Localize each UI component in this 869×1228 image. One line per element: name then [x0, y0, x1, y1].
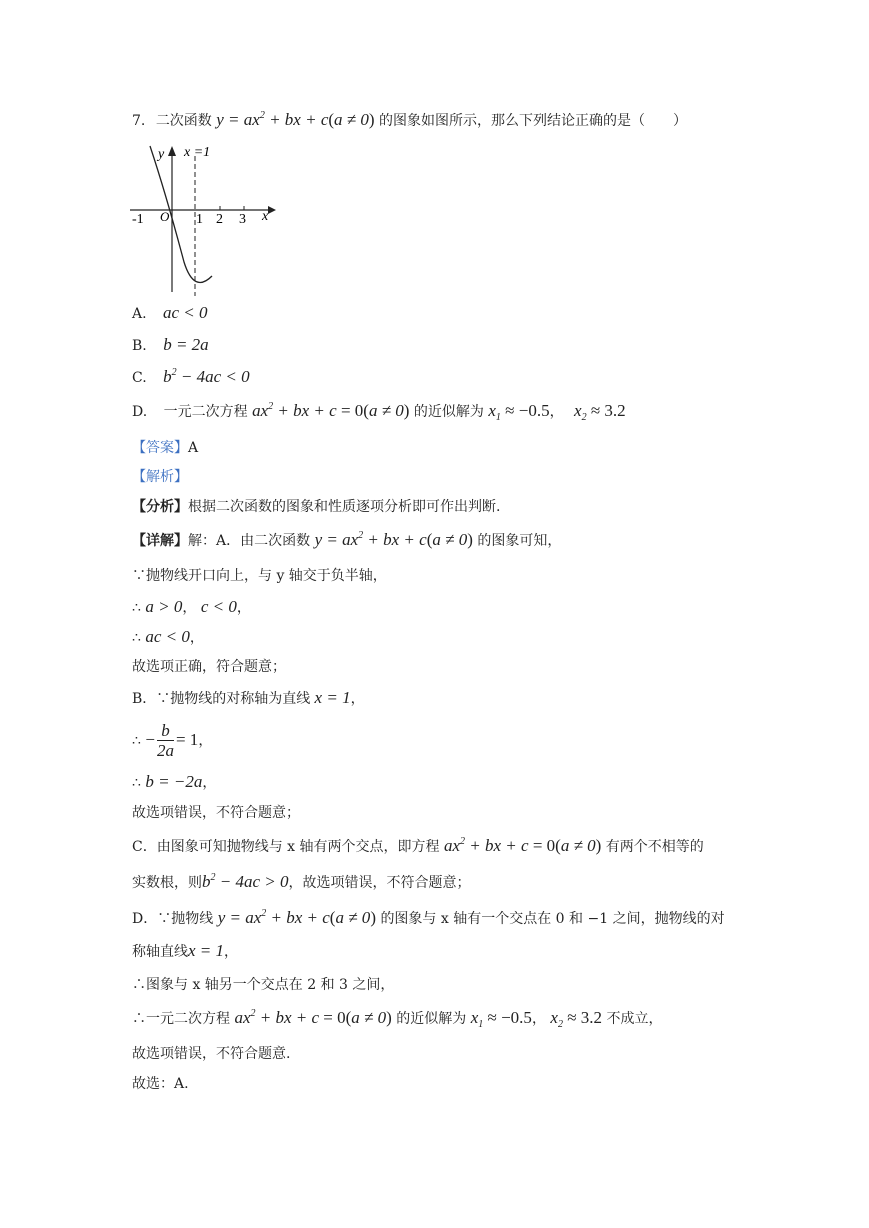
- y-axis-arrow: [168, 146, 176, 156]
- option-a: A. ac < 0: [132, 303, 208, 322]
- parabola-graph: [128, 142, 278, 298]
- answer-value: A: [188, 440, 199, 456]
- detail-line: 【详解】解：A．由二次函数 $y = ax^2$ + bx + c(a ≠ 0) 的图象可知，: [132, 530, 562, 549]
- question-stem: 7. 二次函数 $y = ax^2$ + bx + c(a ≠ 0) 的图象如图所示，那么下列结论正确的是（ ）: [132, 110, 688, 129]
- text-line-3: ∴ ac < 0，: [132, 627, 204, 646]
- text-line-1: ∵抛物线开口向上，与 y 轴交于负半轴，: [132, 568, 387, 584]
- tick-label-1: 1: [196, 212, 203, 227]
- origin-label: O: [160, 209, 170, 224]
- text-line-4: 故选项正确，符合题意；: [132, 659, 286, 675]
- fraction-b-over-2a: $\frac{b}{2a}$: [156, 720, 174, 760]
- function-expression: $y = ax^2$ + bx + c: [216, 110, 329, 129]
- x-axis-arrow: [268, 206, 276, 214]
- final-answer: 故选：A.: [132, 1076, 189, 1092]
- answer-line: [132, 438, 198, 458]
- option-c: C. $b^2 - 4ac < 0$: [132, 367, 250, 386]
- option-b: B. b = 2a: [132, 335, 209, 354]
- text-line-11: D．∵抛物线 $y = ax^2$ + bx + c(a ≠ 0) 的图象与 x 轴有一个交点在 0 和 −1 之间，抛物线的对: [132, 908, 725, 927]
- tick-label-3: 3: [239, 212, 246, 227]
- y-label: y: [158, 147, 165, 162]
- text-line-2: ∴ a > 0， c < 0，: [132, 597, 251, 616]
- x-label: x: [262, 209, 269, 224]
- text-line-8: 故选项错误，不符合题意；: [132, 805, 300, 821]
- symmetry-label: x =1: [184, 145, 211, 160]
- text-line-9: C．由图象可知抛物线与 x 轴有两个交点，即方程 $ax^2$ + bx + c = 0(a ≠ 0) 有两个不相等的: [132, 836, 704, 855]
- text-line-13: ∴图象与 x 轴另一个交点在 2 和 3 之间，: [132, 977, 395, 993]
- option-d: D. 一元二次方程 $ax^2$ + bx + c = 0(a ≠ 0) 的近似解为 $x_1 \approx -0.5$， $x_2 \approx 3.2$: [132, 401, 626, 423]
- tick-label-neg1: -1: [132, 212, 144, 227]
- question-number: 7.: [132, 113, 146, 129]
- text-line-14: ∴一元二次方程 $ax^2$ + bx + c = 0(a ≠ 0) 的近似解为 $x_1 \approx -0.5$， $x_2 \approx 3.2$ 不成立，: [132, 1008, 663, 1030]
- text-line-6: ∴ − $\frac{b}{2a}$ = 1，: [132, 720, 213, 760]
- text-line-5: B．∵抛物线的对称轴为直线 x = 1，: [132, 688, 365, 707]
- tick-label-2: 2: [216, 212, 223, 227]
- fenxi-line: 【分析】根据二次函数的图象和性质逐项分析即可作出判断.: [132, 499, 501, 515]
- text-line-10: 实数根，则$b^2 - 4ac > 0$，故选项错误，不符合题意；: [132, 872, 471, 891]
- text-line-12: 称轴直线x = 1，: [132, 941, 239, 960]
- text-line-7: ∴ b = −2a，: [132, 772, 217, 791]
- text-line-15: 故选项错误，不符合题意.: [132, 1046, 291, 1062]
- analysis-label: 【解析】: [132, 469, 188, 485]
- answer-label: 【答案】: [132, 440, 188, 456]
